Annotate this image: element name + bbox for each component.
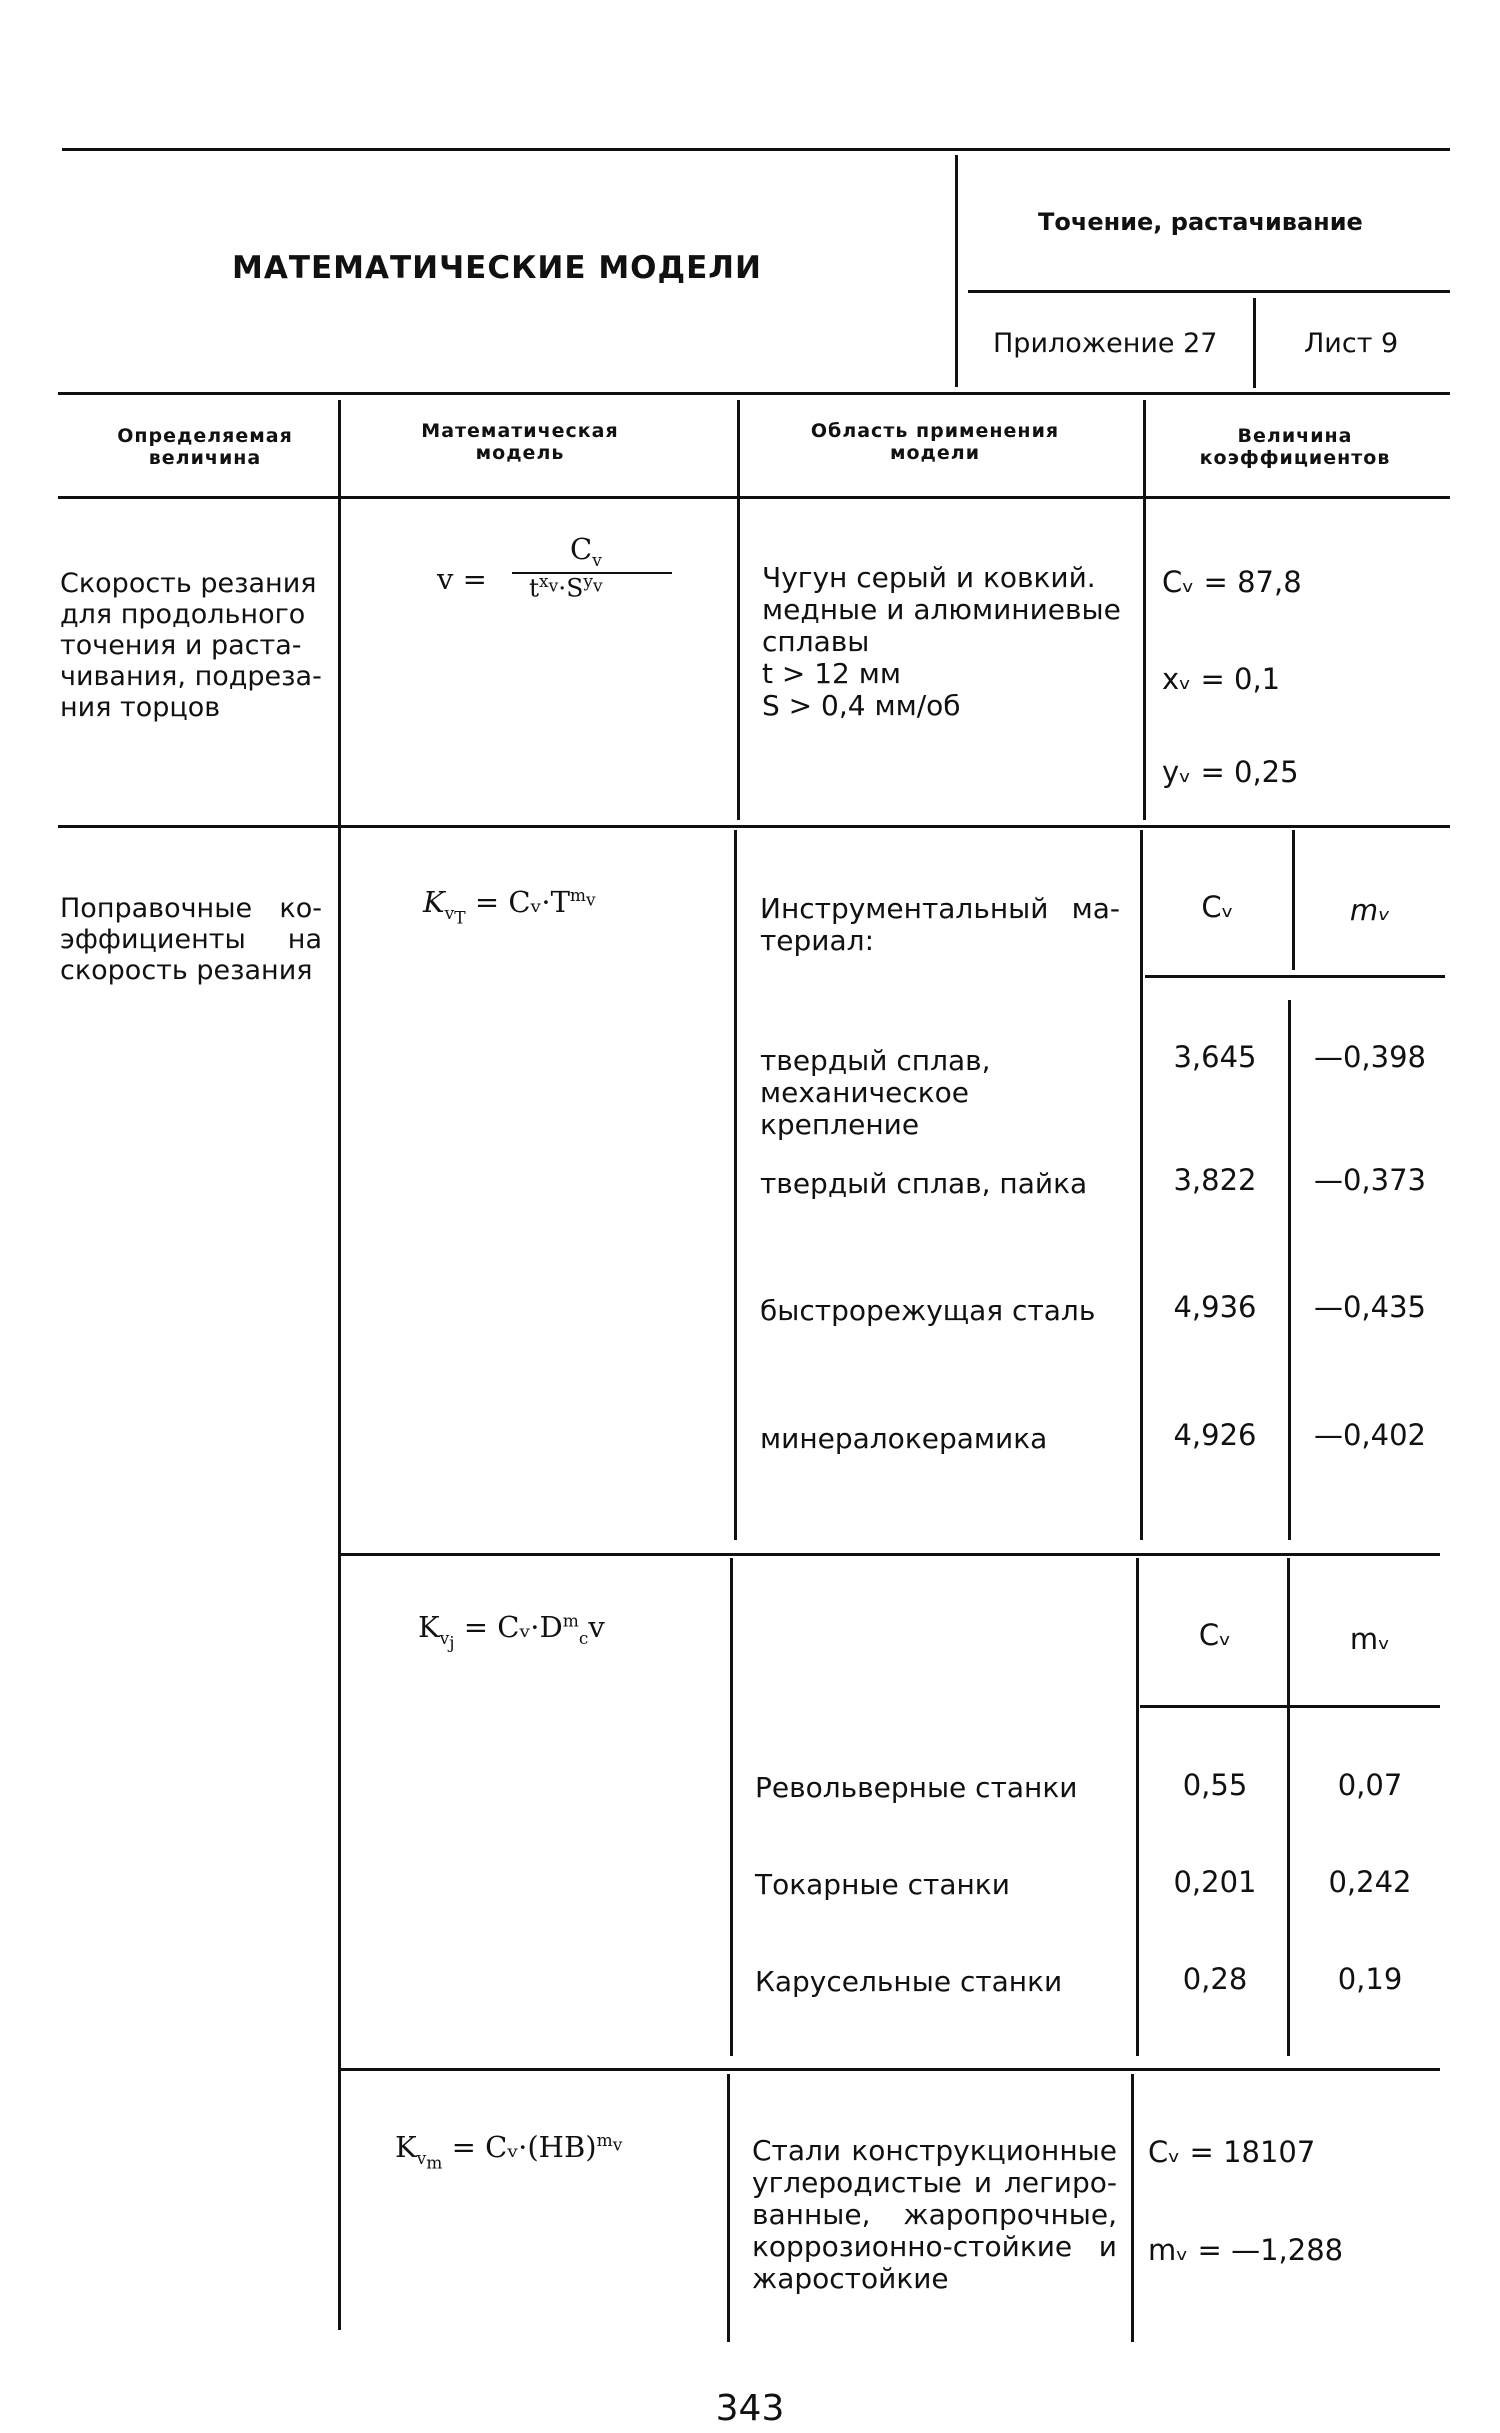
section1-area bbox=[762, 562, 1132, 722]
coef-yv: yᵥ = 0,25 bbox=[1162, 755, 1299, 789]
column-header-rule bbox=[58, 496, 1450, 499]
cv-mv-divider-s2-top bbox=[1292, 830, 1295, 970]
coef-cv: Cᵥ = 87,8 bbox=[1162, 565, 1302, 599]
formula-denominator: $t^{x_v}\cdot S^{y_v}$ bbox=[529, 572, 603, 603]
material-row-name: быстрорежущая сталь bbox=[760, 1294, 1096, 1327]
material-row-mv: —0,373 bbox=[1313, 1163, 1427, 1197]
material-row-name: минералокерамика bbox=[760, 1422, 1048, 1455]
s3-col-mv: mᵥ bbox=[1349, 1622, 1391, 1656]
sheet-label: Лист 9 bbox=[1304, 328, 1399, 359]
material-row-name: твердый сплав, пайка bbox=[760, 1167, 1088, 1200]
material-row-mv: —0,398 bbox=[1313, 1040, 1427, 1074]
hardness-formula: $K_{v_m}$ = Cᵥ·(HB)$^{m_v}$ bbox=[395, 2130, 623, 2174]
area-line-4: t > 12 мм bbox=[762, 657, 902, 690]
column-line-2-s3 bbox=[730, 1558, 733, 2056]
section4-area: Стали конструкционные углеродистые и легированные, жаропрочные, коррозионно-стойкие и жаростойкие bbox=[752, 2134, 1117, 2295]
header-divider bbox=[955, 155, 958, 387]
machine-row-mv: 0,07 bbox=[1337, 1768, 1403, 1802]
quantity-cutting-speed: Скорость резания для продольного точения и растачивания, подрезания торцов bbox=[60, 568, 322, 723]
formula-lhs: v = bbox=[437, 562, 487, 596]
cv-mv-divider-s2 bbox=[1288, 1000, 1291, 1540]
column-line-2-top bbox=[737, 400, 740, 820]
column-line-3-s2 bbox=[1140, 830, 1143, 1540]
coef-xv: xᵥ = 0,1 bbox=[1162, 662, 1281, 696]
quantity-correction-factors: Поправочные коэффициенты на скорость резания bbox=[60, 893, 322, 986]
cv-mv-divider-s3 bbox=[1287, 1558, 1290, 2056]
machine-row-mv: 0,242 bbox=[1328, 1865, 1412, 1899]
material-row-cv: 3,822 bbox=[1173, 1163, 1257, 1197]
machine-row-cv: 0,55 bbox=[1182, 1768, 1248, 1802]
area-line-1: Чугун серый и ковкий. bbox=[762, 561, 1096, 594]
s4-coef-cv: Cᵥ = 18107 bbox=[1148, 2135, 1316, 2169]
area-line-3: сплавы bbox=[762, 625, 870, 658]
machine-row-mv: 0,19 bbox=[1337, 1962, 1403, 1996]
column-header-area: Область применения модели bbox=[810, 420, 1060, 464]
material-row-cv: 3,645 bbox=[1173, 1040, 1257, 1074]
section1-bottom-rule bbox=[58, 825, 1450, 828]
column-line-2-s2 bbox=[734, 830, 737, 1540]
appendix-sheet-divider bbox=[1253, 298, 1256, 388]
area-line-2: медные и алюминиевые bbox=[762, 593, 1121, 626]
s2-col-mv: mᵥ bbox=[1349, 893, 1391, 927]
area-line-5: S > 0,4 мм/об bbox=[762, 689, 961, 722]
column-line-3-s3 bbox=[1136, 1558, 1139, 2056]
page-number: 343 bbox=[715, 2388, 785, 2429]
column-line-3-top bbox=[1143, 400, 1146, 820]
machine-row-name: Токарные станки bbox=[755, 1868, 1010, 1901]
s4-coef-mv: mᵥ = —1,288 bbox=[1148, 2233, 1344, 2267]
section3-bottom-rule bbox=[340, 2068, 1440, 2071]
appendix-label: Приложение 27 bbox=[993, 328, 1218, 359]
machine-row-name: Карусельные станки bbox=[755, 1965, 1063, 1998]
material-row-cv: 4,936 bbox=[1173, 1290, 1257, 1324]
column-line-2-s4 bbox=[727, 2074, 730, 2342]
top-rule bbox=[62, 148, 1450, 151]
column-line-3-s4 bbox=[1131, 2074, 1134, 2342]
s3-coef-header-rule bbox=[1140, 1705, 1440, 1708]
material-row-cv: 4,926 bbox=[1173, 1418, 1257, 1452]
operation-label: Точение, растачивание bbox=[1038, 208, 1363, 236]
s2-coef-header-rule bbox=[1145, 975, 1445, 978]
page-title: МАТЕМАТИЧЕСКИЕ МОДЕЛИ bbox=[232, 250, 763, 286]
machine-row-name: Револьверные станки bbox=[755, 1771, 1078, 1804]
column-header-coefficients: Величина коэффициентов bbox=[1199, 425, 1391, 469]
column-header-quantity: Определяемая величина bbox=[117, 425, 293, 469]
s2-col-cv: Cᵥ bbox=[1201, 890, 1234, 924]
formula-numerator: $C_v$ bbox=[570, 532, 602, 571]
material-row-mv: —0,435 bbox=[1313, 1290, 1427, 1324]
tool-material-formula: $K_{v_T}$ = $Cᵥ\cdot T^{m_v}$ bbox=[423, 885, 596, 929]
material-row-name: твердый сплав, механическое крепление bbox=[760, 1044, 991, 1141]
column-header-model: Математическая модель bbox=[421, 420, 619, 464]
header-bottom-rule bbox=[58, 392, 1450, 395]
machine-row-cv: 0,28 bbox=[1182, 1962, 1248, 1996]
cutting-speed-formula bbox=[437, 532, 667, 612]
s3-col-cv: Cᵥ bbox=[1198, 1618, 1232, 1652]
machine-type-formula: $K_{v_j}$ = $Cᵥ\cdot D^m_cv$ bbox=[418, 1610, 605, 1654]
section2-bottom-rule bbox=[340, 1553, 1440, 1556]
header-mid-rule bbox=[968, 290, 1450, 293]
material-row-mv: —0,402 bbox=[1313, 1418, 1427, 1452]
column-line-1 bbox=[338, 400, 341, 2330]
tool-material-header: Инструментальный материал: bbox=[760, 892, 1120, 957]
machine-row-cv: 0,201 bbox=[1173, 1865, 1257, 1899]
